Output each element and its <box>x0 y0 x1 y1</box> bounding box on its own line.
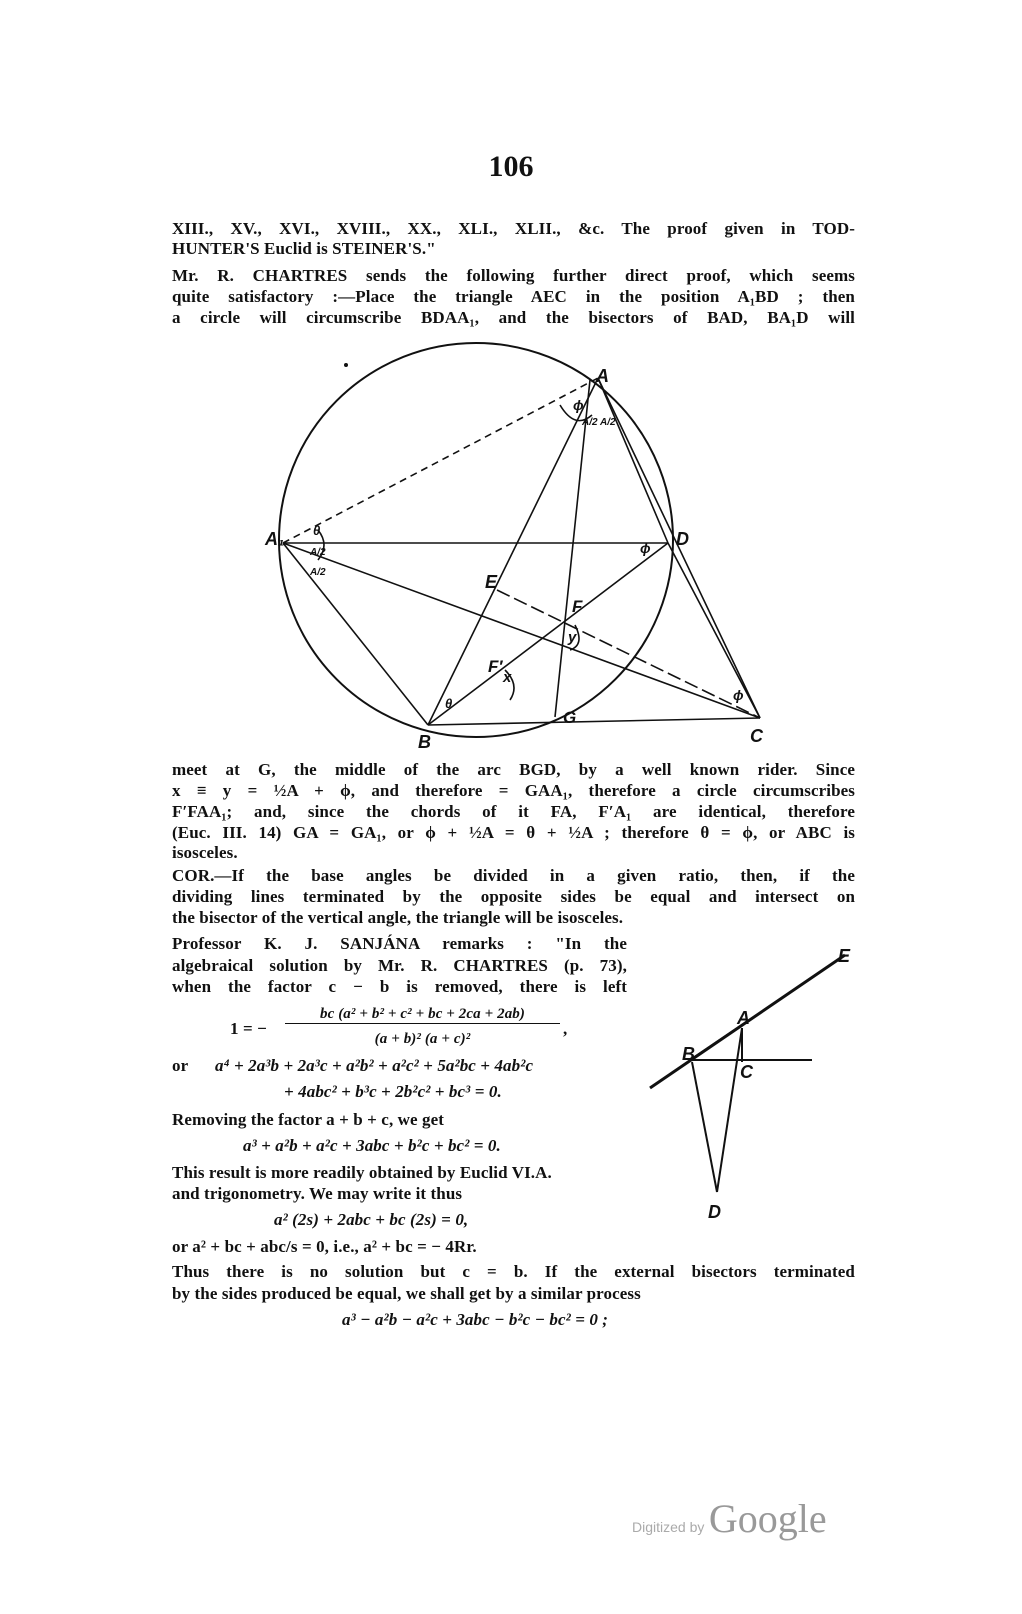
label-C: C <box>750 726 763 746</box>
circumcircle <box>279 343 673 737</box>
label-y: y <box>568 629 577 646</box>
label-half-A: A/2 <box>582 417 598 428</box>
text-line: Removing the factor a + b + c, we get <box>172 1110 445 1129</box>
label-half-A1: A/2 <box>310 547 326 558</box>
label-phi-C: ϕ <box>733 687 744 703</box>
label-E: E <box>485 572 498 592</box>
google-watermark <box>632 1495 827 1542</box>
eq2-line1: a⁴ + 2a³b + 2a³c + a²b² + a²c² + 5a²bc + 4ab²c <box>215 1056 534 1075</box>
eq1-denominator: (a + b)² (a + c)² <box>374 1031 471 1047</box>
label-E: E <box>838 946 851 966</box>
label-A: A <box>737 1008 750 1028</box>
label-theta-A1: θ <box>313 523 321 538</box>
watermark-logo: Google <box>708 1496 827 1541</box>
eq6: a³ − a²b − a²c + 3abc − b²c − bc² = 0 ; <box>342 1310 609 1329</box>
label-D: D <box>676 529 689 549</box>
label-F: F <box>572 597 583 616</box>
text-line: the bisector of the vertical angle, the triangle will be isosceles. <box>172 908 624 927</box>
text-line: Mr. R. CHARTRES sends the following further direct proof, which seems <box>172 266 855 285</box>
eq1-numerator: bc (a² + b² + c² + bc + 2ca + 2ab) <box>285 1005 560 1024</box>
label-phi-A: ϕ <box>573 397 584 413</box>
eq5: or a² + bc + abc/s = 0, i.e., a² + bc = − 4Rr. <box>172 1237 477 1256</box>
geometry-figure-triangle <box>620 940 880 1230</box>
label-half-A: A/2 <box>600 417 616 428</box>
text-line: HUNTER'S Euclid is STEINER'S." <box>172 239 436 258</box>
text-line: x ≡ y = ½A + ϕ, and therefore = GAA₁, therefore a circle circumscribes <box>172 781 855 800</box>
eq4: a² (2s) + 2abc + bc (2s) = 0, <box>274 1210 469 1229</box>
eq3: a³ + a²b + a²c + 3abc + b²c + bc² = 0. <box>243 1136 501 1155</box>
text-line: meet at G, the middle of the arc BGD, by a well known rider. Since <box>172 760 855 779</box>
eq2-or: or <box>172 1056 189 1075</box>
eq1-tail: , <box>563 1019 568 1038</box>
label-x: x <box>503 669 512 686</box>
text-line: (Euc. III. 14) GA = GA₁, or ϕ + ½A = θ + ½A ; therefore θ = ϕ, or ABC is <box>172 823 855 842</box>
eq2-line2: + 4abc² + b³c + 2b²c² + bc³ = 0. <box>284 1082 502 1101</box>
label-C: C <box>740 1062 753 1082</box>
text-line: XIII., XV., XVI., XVIII., XX., XLI., XLII., &c. The proof given in TOD- <box>172 219 855 238</box>
label-theta-B: θ <box>445 696 453 711</box>
label-F-prime: F′ <box>488 657 503 676</box>
text-line: by the sides produced be equal, we shall get by a similar process <box>172 1284 641 1303</box>
text-line: This result is more readily obtained by Euclid VI.A. <box>172 1163 552 1182</box>
eq1-lhs: 1 = − <box>230 1019 267 1038</box>
text-line: Thus there is no solution but c = b. If the external bisectors terminated <box>172 1262 855 1281</box>
geometry-figure-circle <box>0 0 1022 800</box>
text-line: isosceles. <box>172 843 238 862</box>
text-line: F′FAA₁; and, since the chords of it FA, F′A₁ are identical, therefore <box>172 802 855 821</box>
label-B: B <box>418 732 431 752</box>
text-line: a circle will circumscribe BDAA₁, and the bisectors of BAD, BA₁D will <box>172 308 855 327</box>
text-line: Professor K. J. SANJÁNA remarks : "In the <box>172 934 627 953</box>
label-phi-D: ϕ <box>640 540 651 556</box>
label-A: A <box>596 366 609 386</box>
text-line: quite satisfactory :—Place the triangle AEC in the position A₁BD ; then <box>172 287 855 306</box>
label-half-A1: A/2 <box>310 567 326 578</box>
text-line: when the factor c − b is removed, there is left <box>172 977 627 996</box>
watermark-prefix: Digitized by <box>632 1519 705 1535</box>
label-D: D <box>708 1202 721 1222</box>
label-B: B <box>682 1044 695 1064</box>
label-A1: A₁ <box>265 529 285 549</box>
page-number: 106 <box>488 150 534 183</box>
text-line: COR.—If the base angles be divided in a given ratio, then, if the <box>172 866 855 885</box>
text-line: dividing lines terminated by the opposite sides be equal and intersect on <box>172 887 855 906</box>
label-G: G <box>563 708 577 727</box>
text-line: and trigonometry. We may write it thus <box>172 1184 463 1203</box>
text-line: algebraical solution by Mr. R. CHARTRES (p. 73), <box>172 956 627 975</box>
